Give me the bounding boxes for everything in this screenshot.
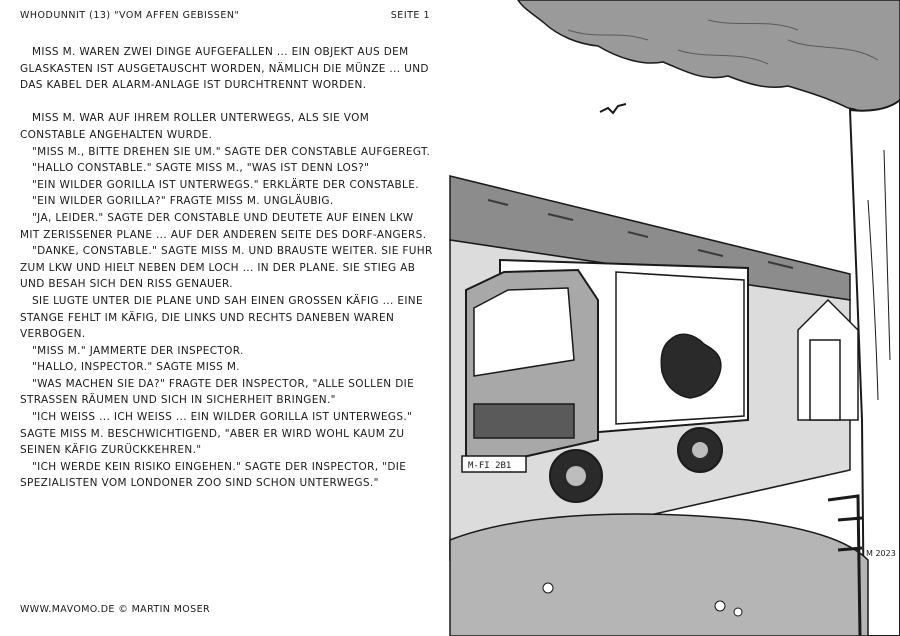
paragraph: "MISS M., BITTE DREHEN SIE UM." SAGTE DER CONSTABLE AUFGEREGT. (32, 145, 431, 158)
cab-windshield (474, 288, 574, 376)
illustration-panel (448, 0, 900, 636)
tree-canopy (518, 0, 900, 130)
paragraph: "JA, LEIDER." SAGTE DER CONSTABLE UND DEUTETE AUF EINEN LKW MIT ZERISSENER PLANE ... AUF DER ANDEREN SEITE DES DORF-ANGERS. (20, 211, 427, 241)
cab-grille (474, 404, 574, 438)
page-number: SEITE 1 (390, 10, 430, 21)
paragraph: SIE LUGTE UNTER DIE PLANE UND SAH EINEN GROSSEN KÄFIG ... EINE STANGE FEHLT IM KÄFIG, DIE LINKS UND RECHTS DANEBEN WAREN VERBOGEN. (20, 294, 423, 341)
flower-icon (734, 608, 742, 616)
paragraph: "HALLO, INSPECTOR." SAGTE MISS M. (32, 361, 240, 374)
truck-scene-illustration (448, 0, 900, 636)
paragraph: "ICH WEISS ... ICH WEISS ... EIN WILDER GORILLA IST UNTERWEGS." SAGTE MISS M. BESCHWICHTIGEND, "ABER ER WIRD WOHL KAUM ZU SEINEN KÄFIG ZURÜCKKEHREN." (20, 411, 413, 457)
artist-signature: M 2023 (866, 549, 896, 558)
paragraph: MISS M. WAREN ZWEI DINGE AUFGEFALLEN ... EIN OBJEKT AUS DEM GLASKASTEN IST AUSGETAUSCHT WORDEN, NÄMLICH DIE MÜNZE ... UND DAS KABEL DER ALARM-ANLAGE IST DURCHTRENNT WORDEN. (20, 46, 429, 92)
paragraph: "EIN WILDER GORILLA IST UNTERWEGS." ERKLÄRTE DER CONSTABLE. (32, 178, 419, 191)
copyright-footer: WWW.MAVOMO.DE © MARTIN MOSER (20, 604, 211, 615)
paragraph: "EIN WILDER GORILLA?" FRAGTE MISS M. UNGLÄUBIG. (32, 195, 334, 208)
grass-lawn (450, 514, 868, 636)
paragraph: "MISS M." JAMMERTE DER INSPECTOR. (32, 344, 244, 357)
house-door (810, 340, 840, 420)
story-title: WHODUNNIT (13) "VOM AFFEN GEBISSEN" (20, 10, 240, 21)
bird-icon (600, 104, 626, 113)
paragraph: MISS M. WAR AUF IHREM ROLLER UNTERWEGS, ALS SIE VOM CONSTABLE ANGEHALTEN WURDE. (20, 112, 370, 141)
paragraph: "DANKE, CONSTABLE." SAGTE MISS M. UND BRAUSTE WEITER. SIE FUHR ZUM LKW UND HIELT NEBEN DEM LOCH ... IN DER PLANE. SIE STIEG AB UND BESAH SICH DEN RISS GENAUER. (20, 245, 433, 291)
paragraph: "WAS MACHEN SIE DA?" FRAGTE DER INSPECTOR, "ALLE SOLLEN DIE STRASSEN RÄUMEN UND SICH IN SICHERHEIT BRINGEN." (20, 377, 415, 407)
paragraph: "HALLO CONSTABLE." SAGTE MISS M., "WAS IST DENN LOS?" (32, 162, 370, 175)
flower-icon (543, 583, 553, 593)
license-plate-text: M-FI 2B1 (468, 461, 512, 471)
flower-icon (715, 601, 725, 611)
story-text (20, 44, 435, 492)
paragraph: "ICH WERDE KEIN RISIKO EINGEHEN." SAGTE DER INSPECTOR, "DIE SPEZIALISTEN VOM LONDONER ZOO SIND SCHON UNTERWEGS." (20, 460, 407, 490)
story-column (20, 0, 440, 636)
